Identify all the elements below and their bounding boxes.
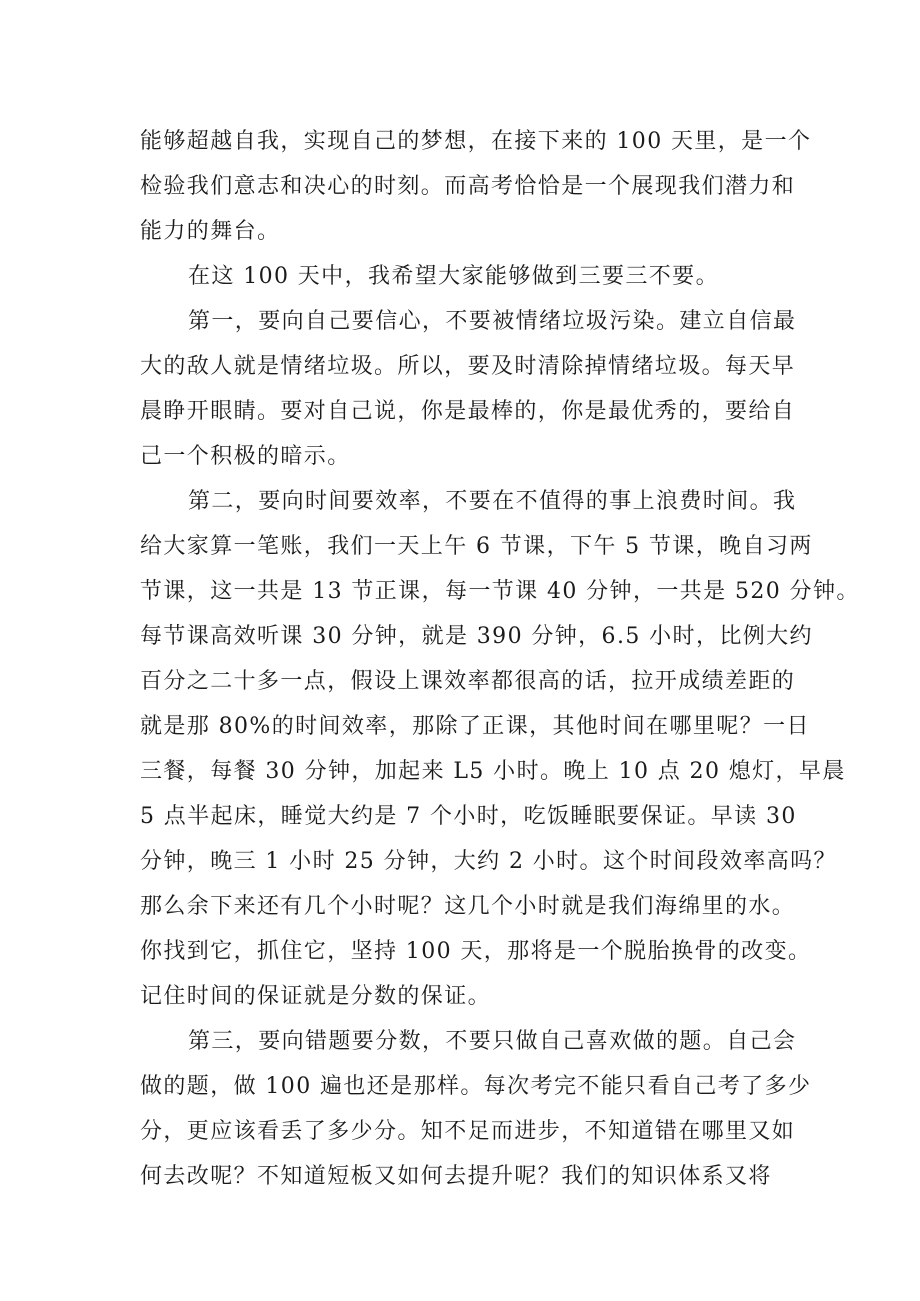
paragraph-line: 百分之二十多一点，假设上课效率都很高的话，拉开成绩差距的 bbox=[140, 669, 796, 694]
paragraph-line: 每节课高效听课 30 分钟，就是 390 分钟，6.5 小时，比例大约 bbox=[140, 624, 813, 649]
paragraph-line: 能力的舞台。 bbox=[140, 219, 281, 244]
paragraph-line: 第一，要向自己要信心，不要被情绪垃圾污染。建立自信最 bbox=[188, 309, 797, 334]
paragraph-2 bbox=[140, 254, 800, 299]
paragraph-line: 检验我们意志和决心的时刻。而高考恰恰是一个展现我们潜力和 bbox=[140, 174, 796, 199]
paragraph-line: 给大家算一笔账，我们一天上午 6 节课，下午 5 节课，晚自习两 bbox=[140, 534, 813, 559]
paragraph-line: 做的题，做 100 遍也还是那样。每次考完不能只看自己考了多少 bbox=[140, 1074, 812, 1099]
paragraph-line: 晨睁开眼睛。要对自己说，你是最棒的，你是最优秀的，要给自 bbox=[140, 399, 796, 424]
paragraph-5 bbox=[140, 1019, 812, 1199]
paragraph-line: 何去改呢？不知道短板又如何去提升呢？我们的知识体系又将 bbox=[140, 1164, 772, 1189]
paragraph-line: 那么余下来还有几个小时呢？这几个小时就是我们海绵里的水。 bbox=[140, 894, 796, 919]
paragraph-line: 能够超越自我，实现自己的梦想，在接下来的 100 天里，是一个 bbox=[140, 129, 812, 154]
document-body bbox=[140, 119, 860, 1199]
paragraph-line: 5 点半起床，睡觉大约是 7 个小时，吃饭睡眠要保证。早读 30 bbox=[140, 804, 797, 829]
paragraph-line: 在这 100 天中，我希望大家能够做到三要三不要。 bbox=[188, 264, 719, 289]
paragraph-line: 就是那 80%的时间效率，那除了正课，其他时间在哪里呢？一日 bbox=[140, 714, 810, 739]
paragraph-line: 第三，要向错题要分数，不要只做自己喜欢做的题。自己会 bbox=[188, 1029, 797, 1054]
paragraph-4 bbox=[140, 479, 860, 1019]
paragraph-line: 节课，这一共是 13 节正课，每一节课 40 分钟，一共是 520 分钟。 bbox=[140, 579, 860, 604]
paragraph-3 bbox=[140, 299, 800, 479]
paragraph-line: 分，更应该看丢了多少分。知不足而进步，不知道错在哪里又如 bbox=[140, 1119, 796, 1144]
paragraph-line: 记住时间的保证就是分数的保证。 bbox=[140, 984, 492, 1009]
paragraph-line: 己一个积极的暗示。 bbox=[140, 444, 351, 469]
paragraph-line: 大的敌人就是情绪垃圾。所以，要及时清除掉情绪垃圾。每天早 bbox=[140, 354, 796, 379]
paragraph-line: 第二，要向时间要效率，不要在不值得的事上浪费时间。我 bbox=[188, 489, 797, 514]
paragraph-1 bbox=[140, 119, 812, 254]
paragraph-line: 三餐，每餐 30 分钟，加起来 L5 小时。晚上 10 点 20 熄灯，早晨 bbox=[140, 759, 846, 784]
paragraph-line: 分钟，晚三 1 小时 25 分钟，大约 2 小时。这个时间段效率高吗？ bbox=[140, 849, 837, 874]
paragraph-line: 你找到它，抓住它，坚持 100 天，那将是一个脱胎换骨的改变。 bbox=[140, 939, 812, 964]
